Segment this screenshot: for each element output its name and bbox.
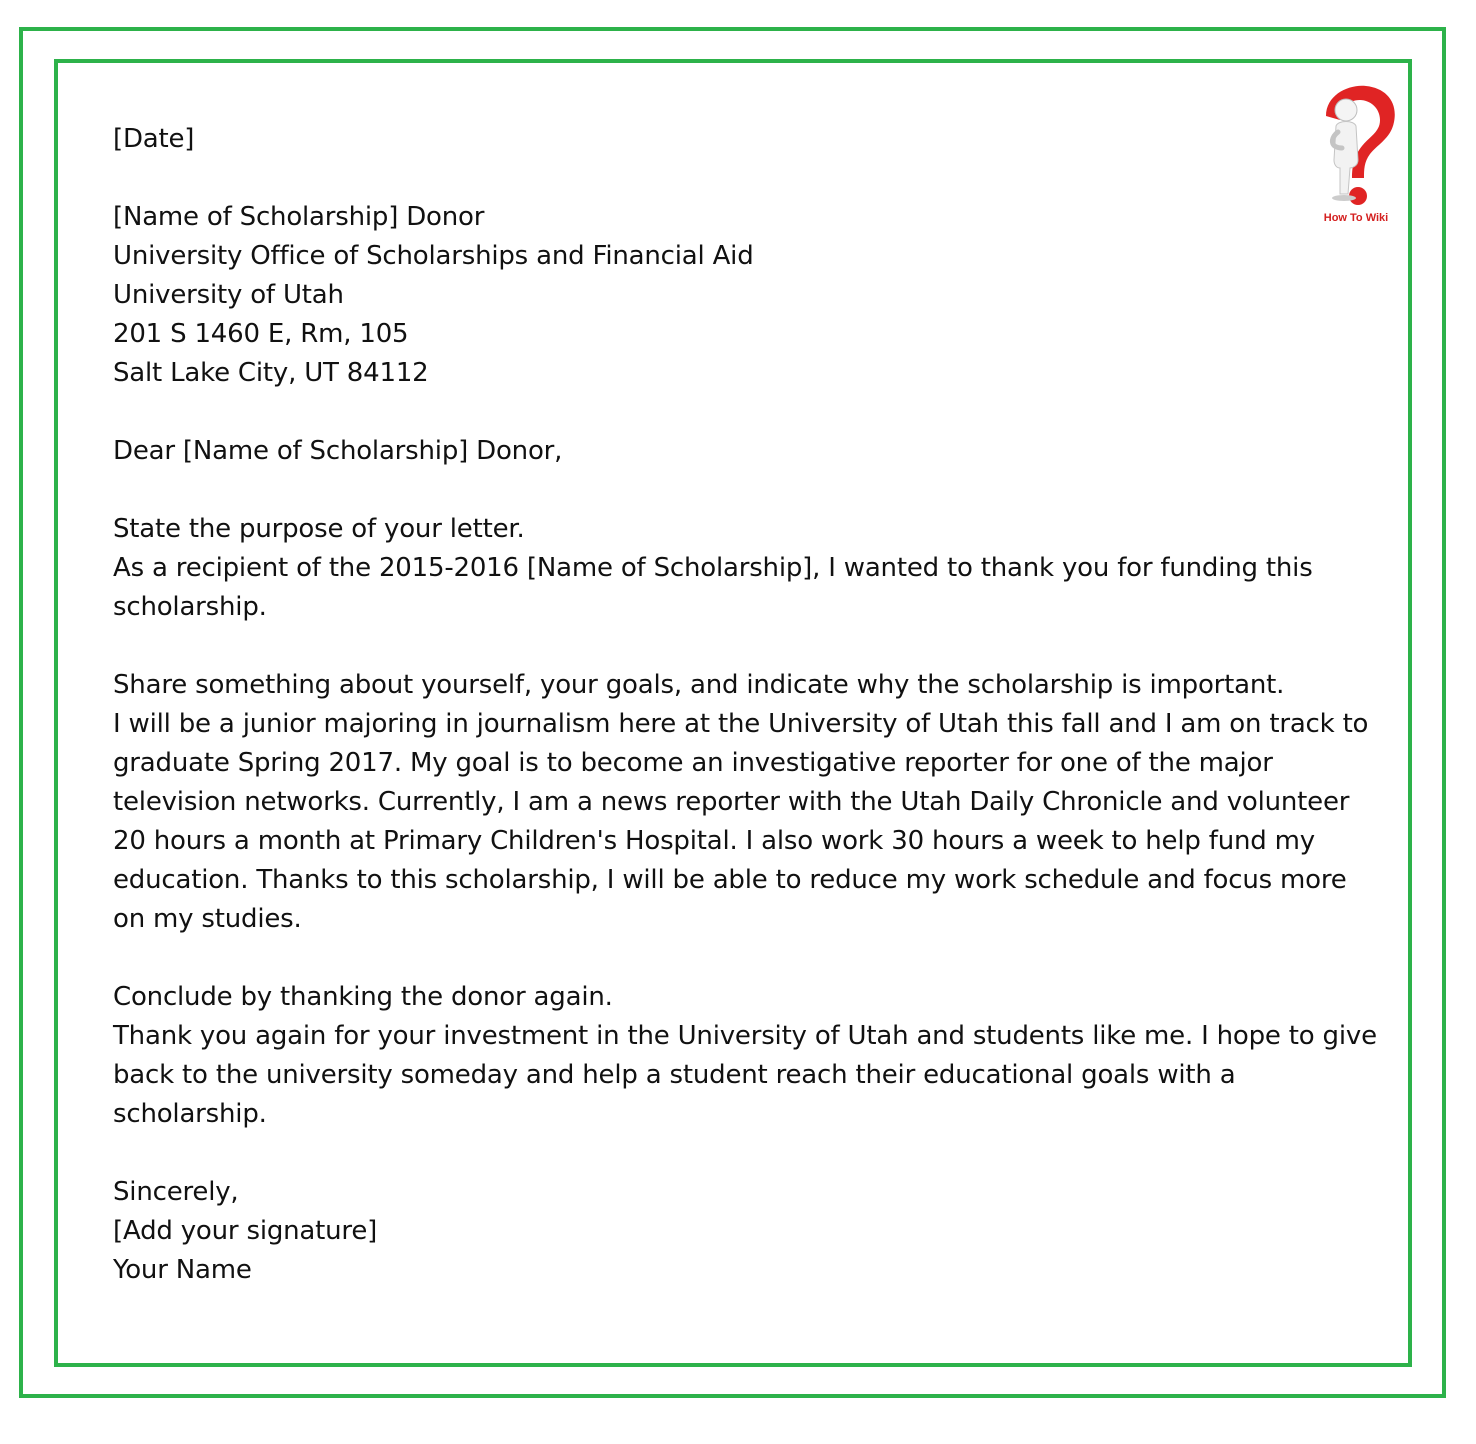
sender-name: Your Name (113, 1255, 252, 1285)
signature-placeholder: [Add your signature] (113, 1216, 378, 1246)
paragraph-line: As a recipient of the 2015-2016 [Name of Scholarship], I wanted to thank you for funding this (113, 553, 1313, 583)
logo-text: How To Wiki (1323, 212, 1389, 224)
closing-line: Sincerely, (113, 1177, 239, 1207)
paragraph-line: television networks. Currently, I am a news reporter with the Utah Daily Chronicle and volunteer (113, 787, 1350, 817)
paragraph-line: State the purpose of your letter. (113, 514, 525, 544)
recipient-line: [Name of Scholarship] Donor (113, 202, 485, 232)
letter-date: [Date] (113, 124, 195, 154)
paragraph-line: back to the university someday and help a student reach their educational goals with a (113, 1060, 1236, 1090)
paragraph-conclusion (113, 978, 1403, 1134)
paragraph-line: Share something about yourself, your goals, and indicate why the scholarship is important. (113, 670, 1285, 700)
paragraph-line: scholarship. (113, 1099, 267, 1129)
recipient-line: Salt Lake City, UT 84112 (113, 358, 429, 388)
paragraph-purpose (113, 510, 1403, 627)
recipient-line: University Office of Scholarships and Financial Aid (113, 241, 754, 271)
paragraph-about (113, 666, 1403, 939)
paragraph-line: scholarship. (113, 592, 267, 622)
closing (113, 1173, 1403, 1290)
salutation: Dear [Name of Scholarship] Donor, (113, 436, 563, 466)
recipient-address (113, 198, 1403, 393)
paragraph-line: Conclude by thanking the donor again. (113, 982, 613, 1012)
paragraph-line: I will be a junior majoring in journalism here at the University of Utah this fall and I am on track to (113, 709, 1369, 739)
paragraph-line: graduate Spring 2017. My goal is to become an investigative reporter for one of the major (113, 748, 1273, 778)
paragraph-line: Thank you again for your investment in the University of Utah and students like me. I hope to give (113, 1021, 1377, 1051)
paragraph-line: 20 hours a month at Primary Children's Hospital. I also work 30 hours a week to help fund my (113, 826, 1315, 856)
recipient-line: 201 S 1460 E, Rm, 105 (113, 319, 409, 349)
paragraph-line: education. Thanks to this scholarship, I will be able to reduce my work schedule and focus more (113, 865, 1347, 895)
recipient-line: University of Utah (113, 280, 344, 310)
letter-body (113, 120, 1403, 1290)
paragraph-line: on my studies. (113, 904, 302, 934)
